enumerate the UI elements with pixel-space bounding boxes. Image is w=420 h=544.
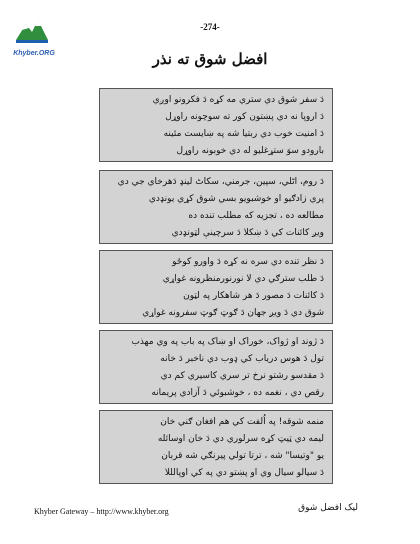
footer-author: ليک افضل شوق [298, 503, 358, 513]
stanza-line: دَ ژوند او ژواک، خوراک او ښاک په باب په وي مهذب [131, 337, 324, 347]
stanza-line: تول دَ هوس درياب کي ډوب دي ناخبر دَ خانه [160, 354, 324, 364]
stanza-line: دَ مقدسو رشتو نرخ تر سري کاسيري کم دي [160, 371, 324, 381]
stanza-line: شوق دي دَ ويږ جهان دَ ګوټ ګوټ سفرونه غواړي [142, 308, 324, 318]
stanza-line: دَ امنيت خوب دي ربتيا شه په ښايست مئينه [163, 129, 324, 139]
page-number: -274- [200, 22, 220, 32]
stanza-line: ويږ کائنات کي دَ ښکلا دَ سرچينې لټونډدي [171, 228, 324, 238]
stanza-line: منمه شوقه! په اُلفت کي هم افغان ګني خان [160, 417, 324, 427]
stanza-line: بارودو سوَ ستړغليو له دي خوبونه راوړل [176, 146, 324, 156]
stanza-line: مطالعه ده ، تجزيه که مطلب تنده ده [188, 211, 324, 221]
stanza-box [99, 330, 333, 404]
stanza-line: پري زادګيو او خوشبويو بسي شوق کړي يونډدي [148, 194, 324, 204]
stanza-line: دَ سفر شوق دي ستري مه کړه دَ فکرونو اوږي [152, 95, 324, 105]
stanza-box [99, 410, 333, 484]
stanza-line: دَ کائنات دَ مصور دَ هر شاهکار په لټون [183, 291, 324, 301]
stanza-line: دَ طلب سترګي دي لا نورنورمنظرونه غواړي [162, 274, 324, 284]
stanza-line: دَ سيالو سيال وي او پښتو دي په کي اوپالللا [164, 468, 324, 478]
footer-source: Khyber Gateway – http://www.khyber.org [34, 507, 169, 516]
stanza-box [99, 250, 333, 324]
mountain-logo-icon [12, 10, 52, 50]
stanza-line: دَ نظر تنده دي سره نه کړه دَ واورو کوځو [172, 257, 324, 267]
logo-text: Khyber.ORG [13, 50, 55, 57]
poem-title: افضل شوق ته نذر [152, 50, 268, 68]
stanza-line: دَ روم، اٹلي، سپين، جرمني، سکاٹ لينډ دَهرخاي جي دي [117, 177, 324, 187]
stanza-line: رقص دي ، نغمه ده ، خوشبوئي دَ آزادي پريمانه [151, 388, 324, 398]
stanza-line: ليمه دي ټيټ کړه سرلوري دي دَ خان اوسائله [157, 434, 324, 444]
stanza-box [99, 170, 333, 244]
stanza-line: يو "وتيسا" شه ، ترتا تولي پيرنګي شه قربان [161, 451, 324, 461]
stanza-line: دَ اروپا نه دي پښتون کور ته سوچونه راوړل [165, 112, 324, 122]
stanza-box [99, 88, 333, 162]
